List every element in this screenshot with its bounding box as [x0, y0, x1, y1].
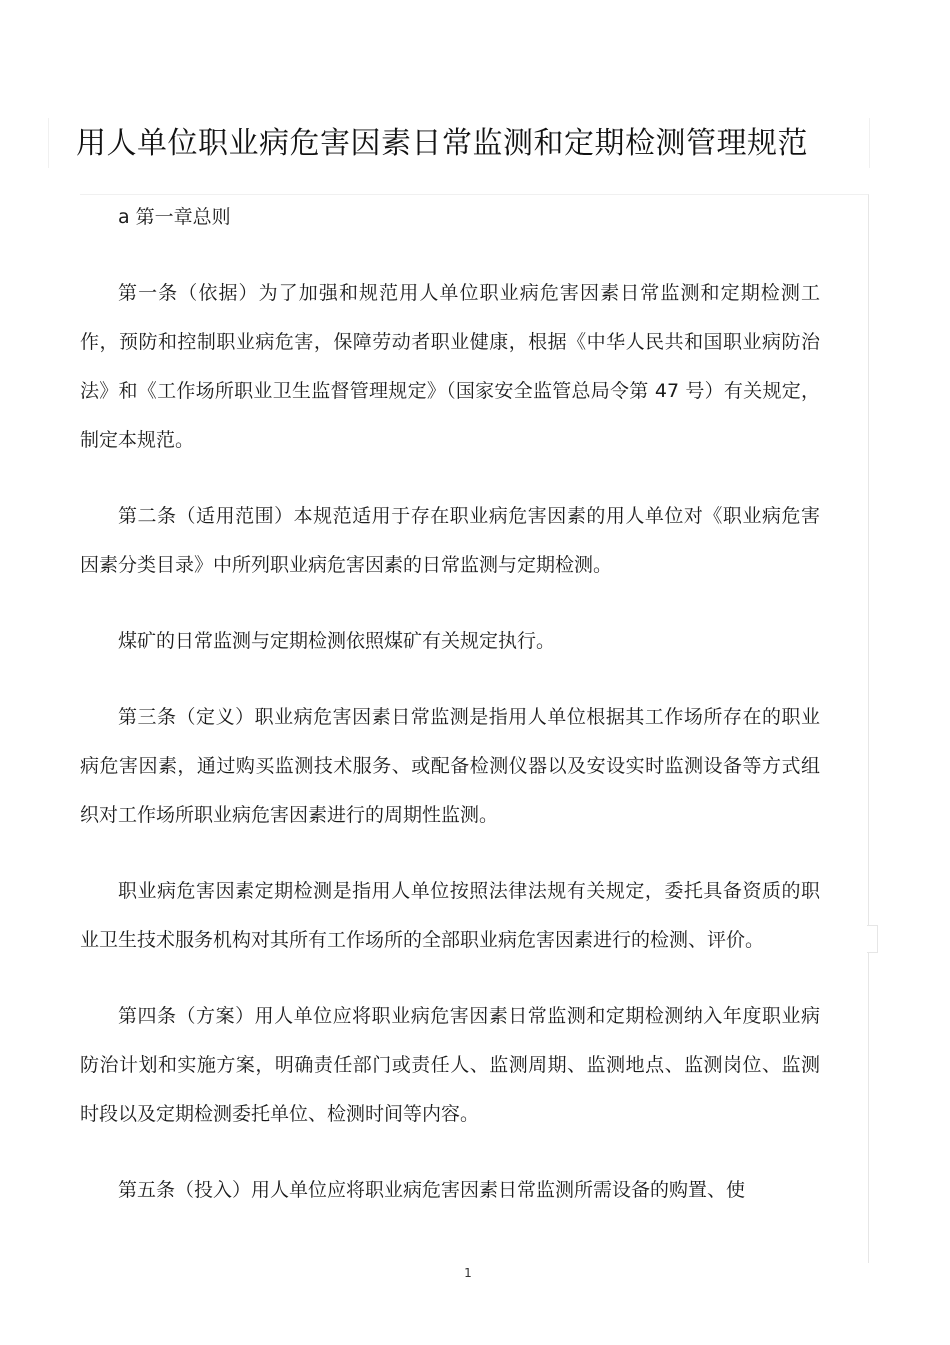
page-number: 1: [464, 1266, 472, 1280]
paragraph-article-3: 第三条（定义）职业病危害因素日常监测是指用人单位根据其工作场所存在的职业病危害因素，通过购买监测技术服务、或配备检测仪器以及安设实时监测设备等方式组织对工作场所职业病危害因素进行的周期性监测。: [80, 706, 820, 826]
chapter-heading: a 第一章总则: [118, 206, 231, 228]
paragraph-coal-mine: 煤矿的日常监测与定期检测依照煤矿有关规定执行。: [118, 630, 556, 652]
document-title: 用人单位职业病危害因素日常监测和定期检测管理规范: [76, 126, 808, 161]
paragraph-article-1: 第一条（依据）为了加强和规范用人单位职业病危害因素日常监测和定期检测工作，预防和控制职业病危害，保障劳动者职业健康，根据《中华人民共和国职业病防治法》和《工作场所职业卫生监督管理规定》（国家安全监管总局令第 47 号）有关规定，制定本规范。: [80, 282, 820, 451]
paragraph-article-4: 第四条（方案）用人单位应将职业病危害因素日常监测和定期检测纳入年度职业病防治计划和实施方案，明确责任部门或责任人、监测周期、监测地点、监测岗位、监测时段以及定期检测委托单位、检测时间等内容。: [80, 1005, 820, 1125]
paragraph-article-5: 第五条（投入）用人单位应将职业病危害因素日常监测所需设备的购置、使: [118, 1179, 746, 1201]
paragraph-article-2: 第二条（适用范围）本规范适用于存在职业病危害因素的用人单位对《职业病危害因素分类目录》中所列职业病危害因素的日常监测与定期检测。: [80, 505, 820, 576]
document-body: [80, 193, 820, 1215]
margin-marker: [867, 925, 878, 953]
paragraph-periodic-detection: 职业病危害因素定期检测是指用人单位按照法律法规有关规定，委托具备资质的职业卫生技术服务机构对其所有工作场所的全部职业病危害因素进行的检测、评价。: [80, 880, 820, 951]
